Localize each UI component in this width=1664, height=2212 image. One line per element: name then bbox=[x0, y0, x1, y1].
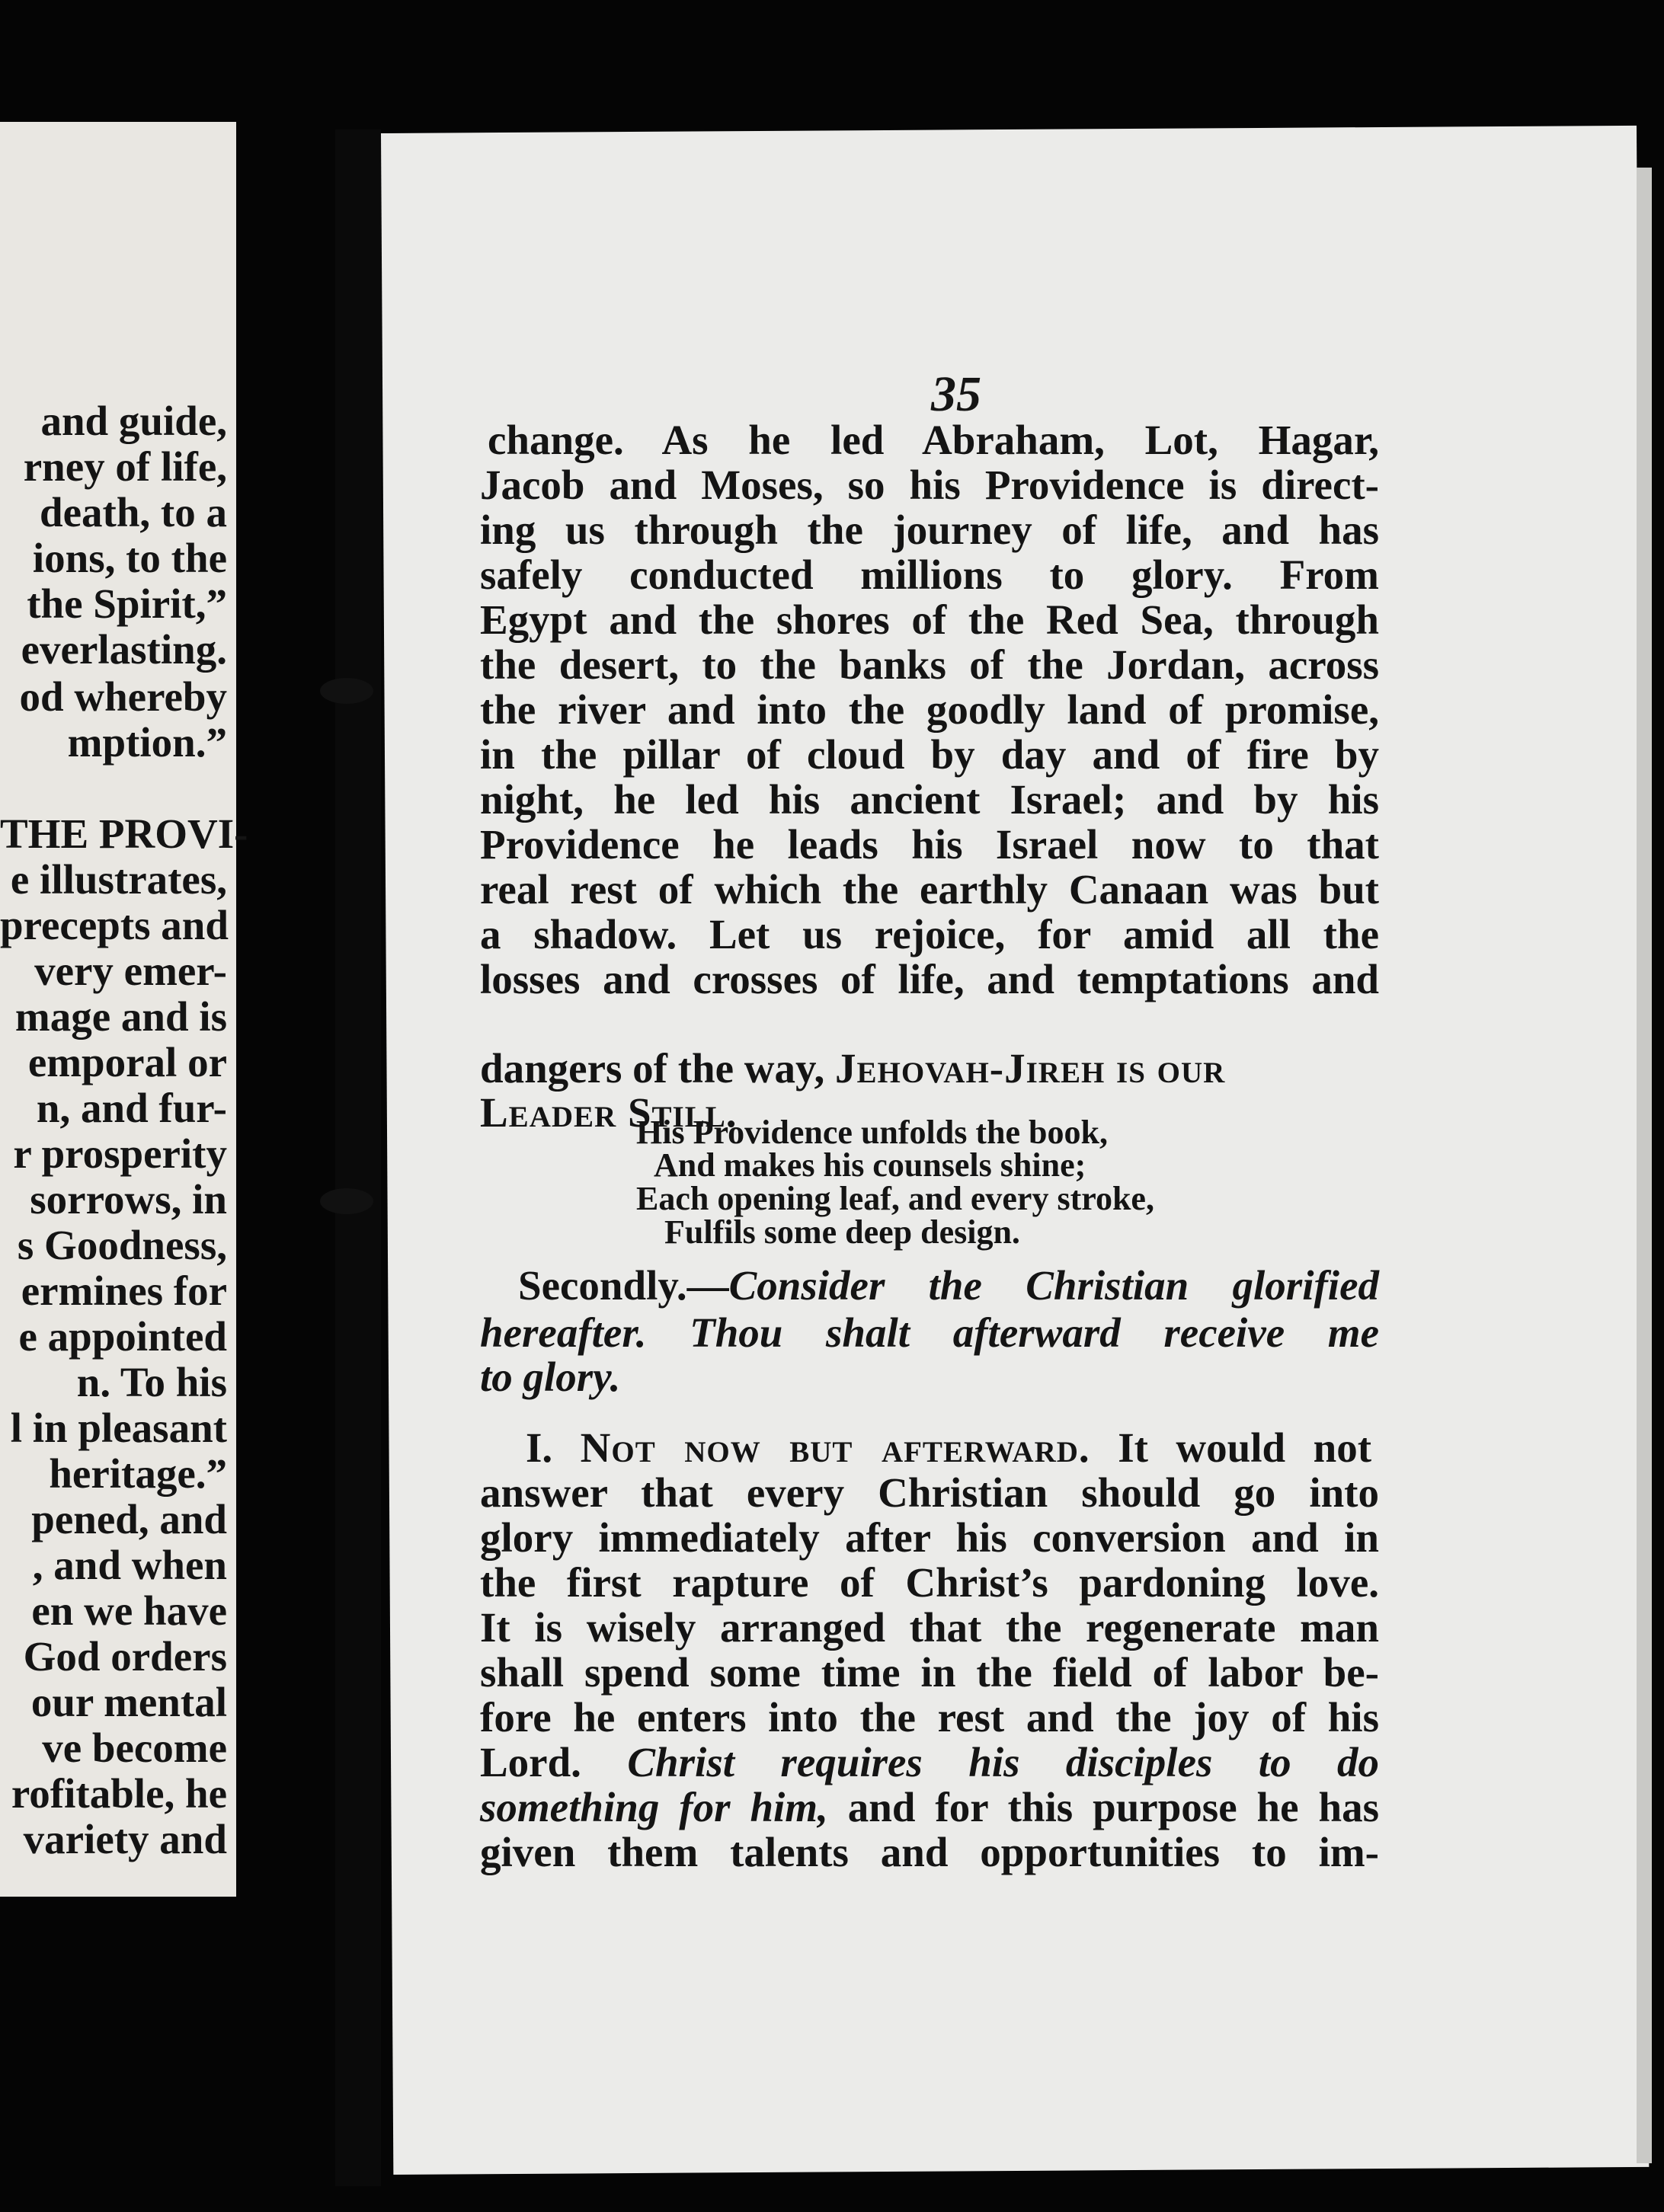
binding-stitch bbox=[320, 1188, 373, 1214]
text-line: to glory. bbox=[480, 1354, 621, 1400]
left-page-text-line: everlasting. bbox=[21, 626, 227, 673]
poem-line: Fulfils some deep design. bbox=[664, 1213, 1020, 1251]
left-page-text-line: e illustrates, bbox=[10, 856, 227, 903]
text-line: Jacob and Moses, so his Providence is direct- bbox=[480, 462, 1379, 508]
emphasis-caps: Jehovah-Jireh is our bbox=[834, 1045, 1226, 1092]
text-line: glory immediately after his conversion and in bbox=[480, 1514, 1379, 1561]
left-page-text-line: sorrows, in bbox=[30, 1176, 227, 1223]
left-page-text-line: r prosperity bbox=[13, 1130, 227, 1177]
left-page-text-line: death, to a bbox=[40, 489, 227, 535]
left-page-text-line: e appointed bbox=[18, 1313, 227, 1360]
left-page-text-line: God orders bbox=[23, 1633, 227, 1680]
left-page-text-line: rney of life, bbox=[23, 443, 227, 490]
left-page-text-line: ermines for bbox=[21, 1267, 227, 1314]
poem-line: Each opening leaf, and every stroke, bbox=[636, 1180, 1154, 1217]
binding-gutter bbox=[335, 129, 381, 2186]
poem-line: His Providence unfolds the book, bbox=[636, 1114, 1108, 1151]
left-page-text-line: and guide, bbox=[40, 398, 227, 444]
left-page-text-line: pened, and bbox=[31, 1496, 227, 1542]
left-page-text-line: mption.” bbox=[67, 719, 227, 766]
left-page-text-line: rofitable, he bbox=[11, 1770, 227, 1817]
page-edge bbox=[1637, 168, 1652, 2163]
text-line: change. As he led Abraham, Lot, Hagar, bbox=[488, 417, 1379, 463]
left-page-text-line: THE PROVI- bbox=[0, 810, 248, 857]
text-line: answer that every Christian should go into bbox=[480, 1469, 1379, 1516]
text-line: the river and into the goodly land of promise, bbox=[480, 686, 1379, 733]
text-line: something for him, and for this purpose he has bbox=[480, 1784, 1379, 1830]
text-line: hereafter. Thou shalt afterward receive me bbox=[480, 1309, 1379, 1356]
text-line: the first rapture of Christ’s pardoning love. bbox=[480, 1559, 1379, 1606]
text-line: night, he led his ancient Israel; and by his bbox=[480, 776, 1379, 823]
left-page-text-line: n. To his bbox=[76, 1359, 227, 1405]
left-page-text-line: variety and bbox=[23, 1816, 227, 1862]
text-line: the desert, to the banks of the Jordan, across bbox=[480, 641, 1379, 688]
text-line: shall spend some time in the field of labor be- bbox=[480, 1649, 1379, 1696]
secondly-heading: Secondly.—Consider the Christian glorified bbox=[518, 1262, 1379, 1309]
left-page-text-line: , and when bbox=[32, 1542, 227, 1588]
page-number: 35 bbox=[931, 366, 981, 422]
text-line: real rest of which the earthly Canaan was but bbox=[480, 866, 1379, 913]
left-page-text-line: heritage.” bbox=[49, 1450, 227, 1497]
binding-stitch bbox=[320, 678, 373, 704]
text-line: fore he enters into the rest and the joy of his bbox=[480, 1694, 1379, 1741]
left-page-text-line: very emer- bbox=[34, 948, 227, 994]
text-line: a shadow. Let us rejoice, for amid all the bbox=[480, 911, 1379, 957]
left-page-text-line: od whereby bbox=[19, 673, 227, 720]
text-line: dangers of the way, Jehovah-Jireh is our bbox=[480, 1045, 1226, 1092]
section-heading: I. Not now but afterward. It would not bbox=[526, 1424, 1372, 1471]
text-line: Egypt and the shores of the Red Sea, through bbox=[480, 596, 1379, 643]
text-line: losses and crosses of life, and temptations and bbox=[480, 956, 1379, 1002]
text-line: ing us through the journey of life, and has bbox=[480, 507, 1379, 553]
text-line: in the pillar of cloud by day and of fire by bbox=[480, 731, 1379, 778]
text-line: Lord. Christ requires his disciples to do bbox=[480, 1739, 1380, 1785]
left-page-text-line: emporal or bbox=[27, 1039, 227, 1085]
left-page-text-line: precepts and bbox=[0, 902, 229, 948]
left-page-text-line: the Spirit,” bbox=[27, 580, 227, 627]
left-page-text-line: our mental bbox=[30, 1679, 227, 1725]
left-page-text-line: en we have bbox=[31, 1587, 227, 1634]
left-page-text-line: n, and fur- bbox=[36, 1085, 227, 1131]
left-page-text-line: s Goodness, bbox=[17, 1222, 227, 1268]
text-line: given them talents and opportunities to im- bbox=[480, 1829, 1379, 1875]
emphasis-caps: Leader Still. bbox=[480, 1089, 738, 1136]
left-page-text-line: mage and is bbox=[14, 993, 227, 1040]
left-page-text-line: l in pleasant bbox=[10, 1405, 227, 1451]
left-page-text-line: ve become bbox=[42, 1725, 227, 1771]
text-line: Providence he leads his Israel now to that bbox=[480, 821, 1379, 868]
text-line: It is wisely arranged that the regenerate man bbox=[480, 1604, 1379, 1651]
poem-line: And makes his counsels shine; bbox=[654, 1146, 1086, 1184]
text-line: safely conducted millions to glory. From bbox=[480, 551, 1379, 598]
left-page-text-line: ions, to the bbox=[32, 535, 227, 581]
